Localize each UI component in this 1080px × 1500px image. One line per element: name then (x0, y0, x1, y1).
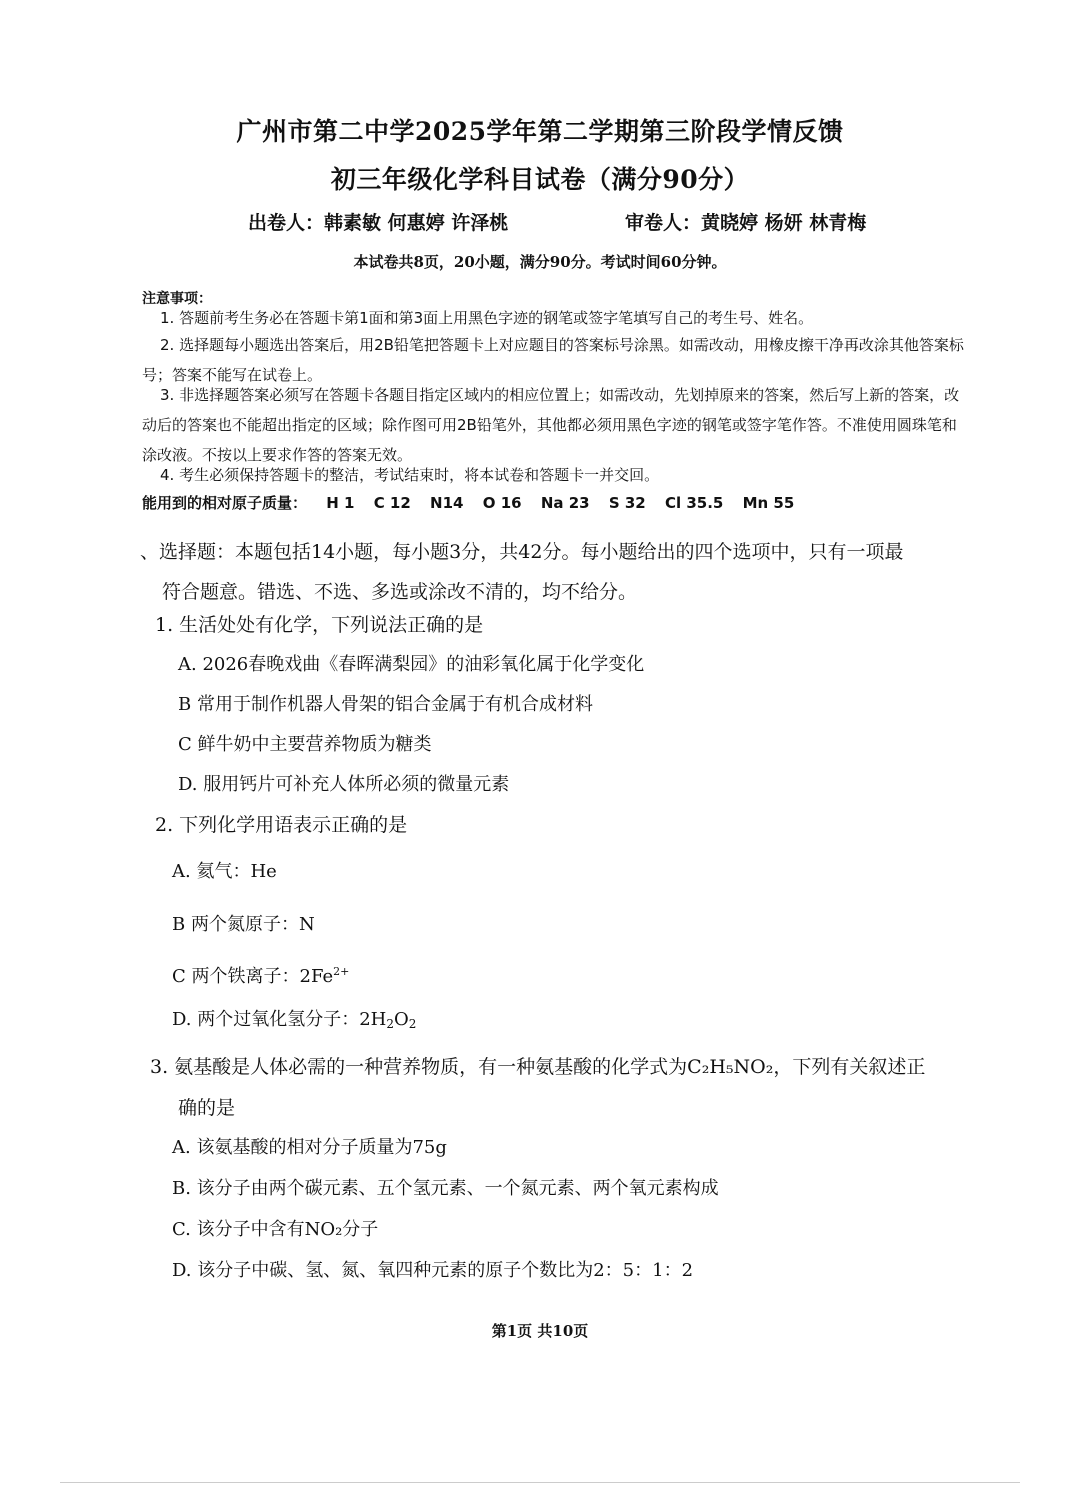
atomic-masses (142, 492, 794, 513)
section-line-2: 符合题意。错选、不选、多选或涂改不清的，均不给分。 (162, 581, 638, 603)
q3-option-b: B. 该分子由两个碳元素、五个氢元素、一个氮元素、两个氧元素构成 (172, 1178, 719, 1199)
setters: 出卷人：韩素敏 何惠婷 许泽桃 (248, 212, 509, 234)
q3-option-a: A. 该氨基酸的相对分子质量为75g (172, 1137, 447, 1158)
q2-option-a-label: A. 氦气： (172, 861, 251, 882)
mass-c: C 12 (373, 494, 411, 512)
notes-title: 注意事项： (142, 291, 212, 307)
mass-o: O 16 (482, 494, 522, 512)
mass-cl: Cl 35.5 (664, 494, 724, 512)
q1-option-c: C 鲜牛奶中主要营养物质为糖类 (178, 734, 432, 755)
q2-stem: 2. 下列化学用语表示正确的是 (155, 814, 408, 836)
q2-option-b-value: N (298, 914, 315, 935)
section-line-1: 、选择题：本题包括14小题，每小题3分，共42分。每小题给出的四个选项中，只有一项最 (140, 541, 904, 563)
mass-mn: Mn 55 (742, 494, 795, 512)
note-4-text: 4. 考生必须保持答题卡的整洁，考试结束时，将本试卷和答题卡一并交回。 (160, 466, 660, 484)
q2-option-c-value: 2Fe (299, 966, 334, 987)
exam-info: 本试卷共8页，20小题，满分90分。考试时间60分钟。 (353, 253, 727, 271)
q2-option-a (172, 857, 277, 887)
q2-option-d-sub2: 2 (408, 1017, 417, 1031)
q2-option-c-label: C 两个铁离子： (172, 966, 300, 987)
reviewers: 审卷人：黄晓婷 杨妍 林青梅 (625, 212, 867, 234)
q2-option-d (172, 1005, 416, 1039)
atomic-masses-label: 能用到的相对原子质量： (142, 494, 308, 512)
note-3 (142, 380, 967, 470)
q2-option-d-h: 2H (359, 1009, 387, 1030)
q2-option-d-sub1: 2 (386, 1017, 395, 1031)
q1-option-a: A. 2026春晚戏曲《春晖满梨园》的油彩氧化属于化学变化 (178, 654, 645, 675)
exam-title: 广州市第二中学2025学年第二学期第三阶段学情反馈 (236, 117, 844, 146)
q2-option-c (172, 957, 349, 992)
q1-option-d: D. 服用钙片可补充人体所必须的微量元素 (178, 774, 510, 795)
section-instructions (140, 532, 970, 612)
q1-option-b: B 常用于制作机器人骨架的铝合金属于有机合成材料 (178, 694, 593, 715)
q2-option-b (172, 910, 315, 940)
mass-s: S 32 (608, 494, 646, 512)
mass-n: N14 (430, 494, 464, 512)
mass-na: Na 23 (540, 494, 590, 512)
q2-option-c-charge: 2+ (333, 965, 350, 978)
q2-option-d-label: D. 两个过氧化氢分子： (172, 1009, 360, 1030)
q2-option-d-o: O (394, 1009, 409, 1030)
note-4 (142, 460, 967, 490)
page-number: 第1页 共10页 (491, 1322, 589, 1340)
q3-option-c: C. 该分子中含有NO₂分子 (172, 1219, 379, 1240)
note-3-text: 3. 非选择题答案必须写在答题卡各题目指定区域内的相应位置上；如需改动，先划掉原来的答案，然后写上新的答案，改动后的答案也不能超出指定的区域；除作图可用2B铅笔外，其他都必须用黑色字迹的钢笔或签字笔作答。不准使用圆珠笔和涂改液。不按以上要求作答的答案无效。 (142, 386, 960, 464)
q3-stem-line-1: 3. 氨基酸是人体必需的一种营养物质，有一种氨基酸的化学式为C₂H₅NO₂，下列有关叙述正 (150, 1056, 926, 1078)
q1-stem: 1. 生活处处有化学，下列说法正确的是 (155, 614, 484, 636)
mass-h: H 1 (326, 494, 355, 512)
note-1-text: 1. 答题前考生务必在答题卡第1面和第3面上用黑色字迹的钢笔或签字笔填写自己的考生号、姓名。 (160, 309, 814, 327)
q3-option-d: D. 该分子中碳、氢、氮、氧四种元素的原子个数比为2：5：1：2 (172, 1260, 694, 1281)
bottom-divider (60, 1482, 1020, 1483)
note-1 (142, 303, 967, 333)
q2-option-b-label: B 两个氮原子： (172, 914, 299, 935)
exam-subtitle: 初三年级化学科目试卷（满分90分） (330, 165, 750, 194)
note-2-text: 2. 选择题每小题选出答案后，用2B铅笔把答题卡上对应题目的答案标号涂黑。如需改动，用橡皮擦干净再改涂其他答案标号；答案不能写在试卷上。 (142, 336, 964, 384)
q2-option-a-value: He (250, 861, 277, 882)
q3-stem-line-2: 确的是 (178, 1097, 236, 1119)
